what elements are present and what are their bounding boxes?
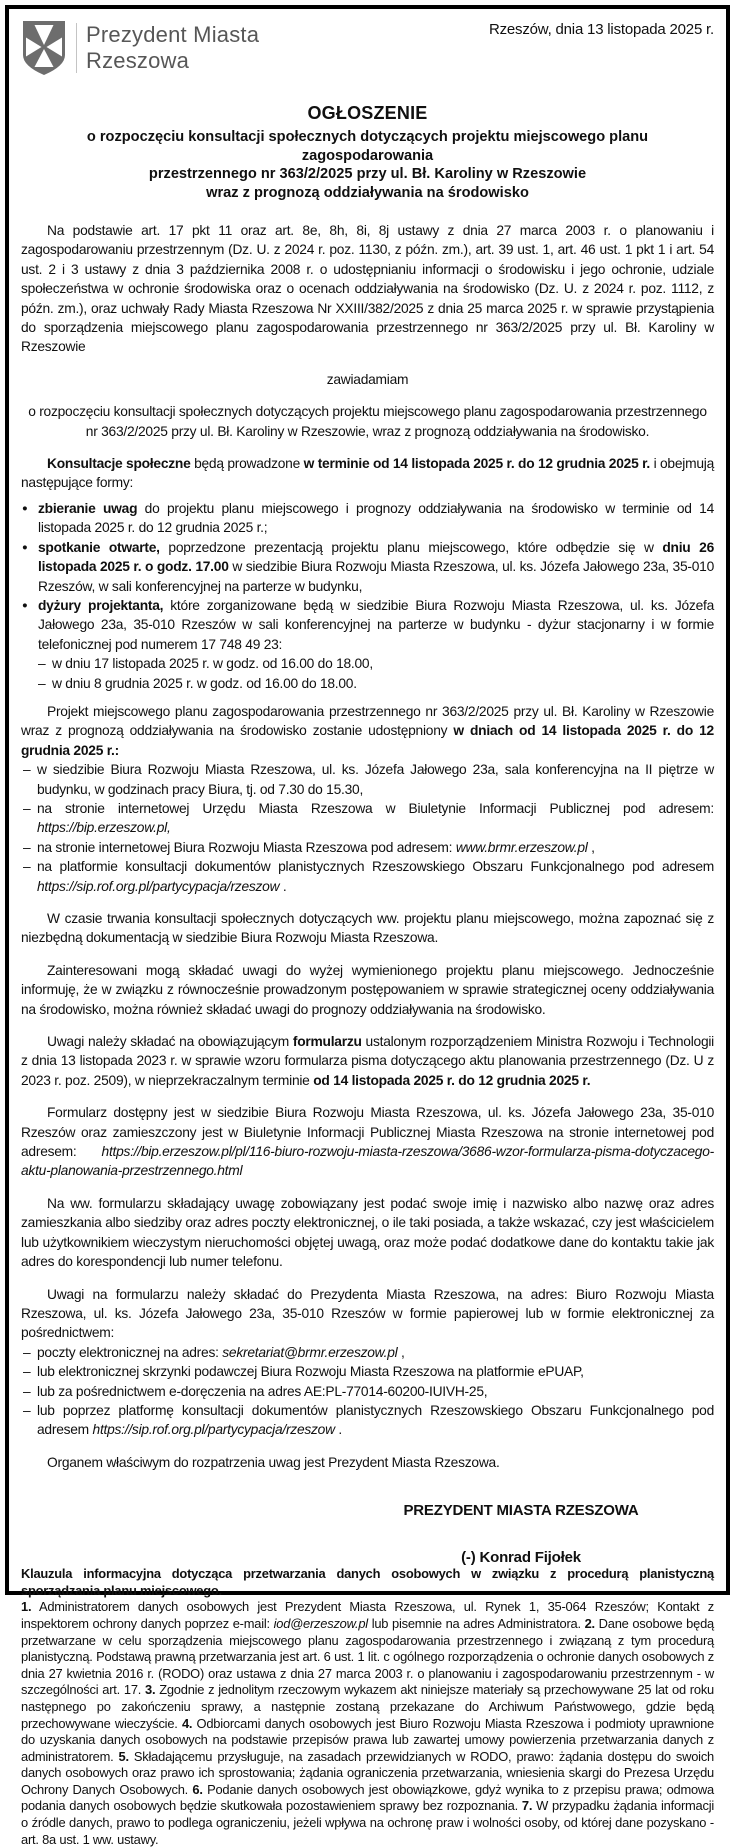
- submission-channel-email: – poczty elektronicznej na adres: sekretariat@brmr.erzeszow.pl ,: [21, 1343, 714, 1362]
- submission-channel-rof-platform: – lub poprzez platformę konsultacji dokumentów planistycznych Rzeszowskiego Obszaru Funkcjonalnego pod adresem https://sip.rof.org.pl/partycypacja/rzeszow .: [21, 1401, 714, 1440]
- org-name-line2: Rzeszowa: [86, 48, 190, 73]
- consultation-period-paragraph: Konsultacje społeczne będą prowadzone w terminie od 14 listopada 2025 r. do 12 grudnia 2025 r. i obejmują następujące formy:: [21, 456, 714, 491]
- bullet-item-dyzury-projektanta: [21, 596, 714, 693]
- announcement-title: OGŁOSZENIE: [307, 103, 428, 123]
- consultation-forms-list: [21, 499, 714, 693]
- submission-address-paragraph: Uwagi na formularzu należy składać do Prezydenta Miasta Rzeszowa, na adres: Biuro Rozwoju Miasta Rzeszowa, ul. ks. Józefa Jałowego 23a, 35-010 Rzeszów w formie papierowej lub w formie elektronicznej za pośrednictwem:: [21, 1286, 714, 1341]
- availability-location-office: – w siedzibie Biura Rozwoju Miasta Rzeszowa, ul. ks. Józefa Jałowego 23a, sala konferencyjna na II piętrze w budynku, w godzinach pracy Biura, tj. od 7.30 do 15.30,: [21, 760, 714, 799]
- availability-location-rof-platform: – na platformie konsultacji dokumentów planistycznych Rzeszowskiego Obszaru Funkcjonalnego pod adresem https://sip.rof.org.pl/partycypacja/rzeszow .: [21, 857, 714, 896]
- org-name: [86, 22, 259, 74]
- form-data-requirements-paragraph: Na ww. formularzu składający uwagę zobowiązany jest podać swoje imię i nazwisko albo nazwę oraz adres zamieszkania albo siedziby oraz adres poczty elektronicznej, o ile taki posiada, a także wskazać, czy jest właścicielem lub użytkownikiem wieczystym nieruchomości objętej uwagą, oraz może podać dodatkowe dane do kontaktu takie jak adres do korespondencji lub numer telefonu.: [21, 1195, 714, 1270]
- competent-authority-paragraph: Organem właściwym do rozpatrzenia uwag jest Prezydent Miasta Rzeszowa.: [47, 1454, 500, 1470]
- documentation-info-paragraph: W czasie trwania konsultacji społecznych dotyczących ww. projektu planu miejscowego, można zapoznać się z niezbędną dokumentacją w siedzibie Biura Rozwoju Miasta Rzeszowa.: [21, 911, 714, 946]
- title-block: [21, 103, 714, 202]
- signature-name: (-) Konrad Fijołek: [461, 1549, 581, 1567]
- city-logo: [21, 17, 259, 77]
- bullet-item-text: dyżury projektanta, które zorganizowane będą w siedzibie Biura Rozwoju Miasta Rzeszowa, ul. ks. Józefa Jałowego 23a, 35-010 Rzeszów w sali konferencyjnej na parterze w budynku - dyżur stacjonarny i w formie telefonicznej pod numerem 17 748 49 23:: [38, 597, 714, 652]
- duty-date-item-1: – w dniu 17 listopada 2025 r. w godz. od 16.00 do 18.00,: [38, 654, 714, 673]
- logo-divider: [76, 23, 77, 73]
- signature-title: PREZYDENT MIASTA RZESZOWA: [403, 1502, 639, 1520]
- privacy-clause-body: 1. Administratorem danych osobowych jest Prezydent Miasta Rzeszowa, ul. Rynek 1, 35-064 Rzeszów; Kontakt z inspektorem ochrony danych poprzez e-mail: iod@erzeszow.pl lub pisemnie na adres Administratora. 2. Dane osobowe będą przetwarzane w celu sporządzenia miejscowego planu zagospodarowania przestrzennego i związaną z tym procedurą planistyczną. Podstawą prawną przetwarzania jest art. 6 ust. 1 lit. c ogólnego rozporządzenia o ochronie danych osobowych z dnia 27 kwietnia 2016 r. (RODO) oraz ustawa z dnia 27 marca 2003 r. o planowaniu i zagospodarowaniu przestrzennym - w szczególności art. 17. 3. Zgodnie z jednolitym rzeczowym wykazem akt niniejsze materiały są przechowywane 25 lat od roku następnego po zakończeniu sprawy, a następnie zostaną przekazane do Archiwum Państwowego, gdzie będą przechowywane wieczyście. 4. Odbiorcami danych osobowych jest Biuro Rozwoju Miasta Rzeszowa i podmioty uprawnione do uzyskania danych osobowych na podstawie przepisów prawa lub zawartej umowy powierzenia przetwarzania danych z administratorem. 5. Składającemu przysługuje, na zasadach przewidzianych w RODO, prawo: żądania dostępu do swoich danych osobowych oraz prawo ich sprostowania; żądania ograniczenia przetwarzania, wniesienia skargi do Prezesa Urzędu Ochrony Danych Osobowych. 6. Podanie danych osobowych jest obowiązkowe, gdyż wynika to z przepisu prawa; odmowa podania danych osobowych będzie skutkowała pozostawieniem sprawy bez rozpoznania. 7. W przypadku żądania informacji o źródle danych, prawo to podlega ograniczeniu, jeżeli wpływa na ochronę praw i wolności osoby, od której dane pozyskano - art. 8a ust. 1 ww. ustawy.: [21, 1599, 715, 1847]
- zawiadamiam-line: zawiadamiam: [326, 371, 409, 387]
- duty-date-item-2: – w dniu 8 grudnia 2025 r. w godz. od 16.00 do 18.00.: [38, 674, 714, 693]
- legal-basis-paragraph: Na podstawie art. 17 pkt 11 oraz art. 8e, 8h, 8i, 8j ustawy z dnia 27 marca 2003 r. o planowaniu i zagospodarowaniu przestrzennym (Dz. U. z 2024 r. poz. 1130, z późn. zm.), art. 39 ust. 1, art. 46 ust. 1 pkt 1 i art. 54 ust. 2 i 3 ustawy z dnia 3 października 2008 r. o udostępnianiu informacji o środowisku i jego ochronie, udziale społeczeństwa w ochronie środowiska oraz o ocenach oddziaływania na środowisko (Dz. U. z 2024 r. poz. 1112, z późn. zm.), oraz uchwały Rady Miasta Rzeszowa Nr XXIII/382/2025 z dnia 25 marca 2025 r. w sprawie przystąpienia do sporządzenia miejscowego planu zagospodarowania przestrzennego nr 363/2/2025 przy ul. Bł. Karoliny w Rzeszowie: [21, 223, 714, 355]
- header: [21, 17, 714, 77]
- signature-block: [356, 1502, 686, 1566]
- rzeszow-coat-of-arms-icon: [21, 19, 67, 77]
- subtitle-line-2: przestrzennego nr 363/2/2025 przy ul. Bł. Karoliny w Rzeszowie: [148, 166, 587, 182]
- bullet-item-zbieranie-uwag: ● zbieranie uwag do projektu planu miejscowego i prognozy oddziaływania na środowisko w terminie od 14 listopada 2025 r. do 12 grudnia 2025 r.;: [21, 499, 714, 538]
- subtitle-line-1: o rozpoczęciu konsultacji społecznych dotyczących projektu miejscowego planu zagospodarowania: [86, 129, 649, 164]
- privacy-clause: [21, 1566, 714, 1848]
- privacy-clause-heading: Klauzula informacyjna dotycząca przetwarzania danych osobowych w związku z procedurą planistyczną sporządzania planu miejscowego.: [21, 1566, 714, 1598]
- submission-channels-list: [21, 1343, 714, 1440]
- form-requirement-paragraph: Uwagi należy składać na obowiązującym formularzu ustalonym rozporządzeniem Ministra Rozwoju i Technologii z dnia 13 listopada 2023 r. w sprawie wzoru formularza pisma dotyczącego aktu planowania przestrzennego (Dz. U z 2023 r. poz. 2509), w nieprzekraczalnym terminie od 14 listopada 2025 r. do 12 grudnia 2025 r.: [21, 1034, 714, 1088]
- submission-channel-epuap: – lub elektronicznej skrzynki podawczej Biura Rozwoju Miasta Rzeszowa na platformie ePUAP,: [21, 1362, 714, 1381]
- date-line: Rzeszów, dnia 13 listopada 2025 r.: [488, 21, 714, 38]
- announcement-subtitle: [21, 128, 714, 202]
- consultation-subject-paragraph: o rozpoczęciu konsultacji społecznych dotyczących projektu miejscowego planu zagospodarowania przestrzennego nr 363/2/2025 przy ul. Bł. Karoliny w Rzeszowie, wraz z prognozą oddziaływania na środowisko.: [28, 404, 707, 439]
- availability-location-brmr: – na stronie internetowej Biura Rozwoju Miasta Rzeszowa pod adresem: www.brmr.erzeszow.pl ,: [21, 838, 714, 857]
- form-availability-paragraph: Formularz dostępny jest w siedzibie Biura Rozwoju Miasta Rzeszowa, ul. ks. Józefa Jałowego 23a, 35-010 Rzeszów oraz zamieszczony jest w Biuletynie Informacji Publicznej Miasta Rzeszowa na stronie internetowej pod adresem: https://bip.erzeszow.pl/pl/116-biuro-rozwoju-miasta-rzeszowa/3686-wzor-formularza-pisma-dotyczacego-aktu-planowania-przestrzennego.html: [21, 1105, 714, 1179]
- bullet-item-spotkanie-otwarte: ● spotkanie otwarte, poprzedzone prezentacją projektu planu miejscowego, które odbędzie się w dniu 26 listopada 2025 r. o godz. 17.00 w siedzibie Biura Rozwoju Miasta Rzeszowa, ul. ks. Józefa Jałowego 23a, 35-010 Rzeszów, w sali konferencyjnej na parterze w budynku,: [21, 538, 714, 596]
- subtitle-line-3: wraz z prognozą oddziaływania na środowisko: [206, 184, 529, 201]
- submission-channel-edoreczenia: – lub za pośrednictwem e-doręczenia na adres AE:PL-77014-60200-IUIVH-25,: [21, 1382, 714, 1401]
- comments-info-paragraph: Zainteresowani mogą składać uwagi do wyżej wymienionego projektu planu miejscowego. Jednocześnie informuję, że w związku z równocześnie prowadzonym postępowaniem w sprawie strategicznej oceny oddziaływania na środowisko, można również składać uwagi do prognozy oddziaływania na środowisko.: [21, 962, 714, 1017]
- plan-availability-paragraph: Projekt miejscowego planu zagospodarowania przestrzennego nr 363/2/2025 przy ul. Bł. Karoliny w Rzeszowie wraz z prognozą oddziaływania na środowisko zostanie udostępniony w dniach od 14 listopada 2025 r. do 12 grudnia 2025 r.:: [21, 703, 714, 758]
- org-name-line1: Prezydent Miasta: [86, 22, 260, 47]
- document-body: [21, 208, 714, 1472]
- availability-locations-list: [21, 760, 714, 896]
- document-border-frame: [5, 5, 730, 1847]
- availability-location-bip: – na stronie internetowej Urzędu Miasta Rzeszowa w Biuletynie Informacji Publicznej pod adresem: https://bip.erzeszow.pl,: [21, 799, 714, 838]
